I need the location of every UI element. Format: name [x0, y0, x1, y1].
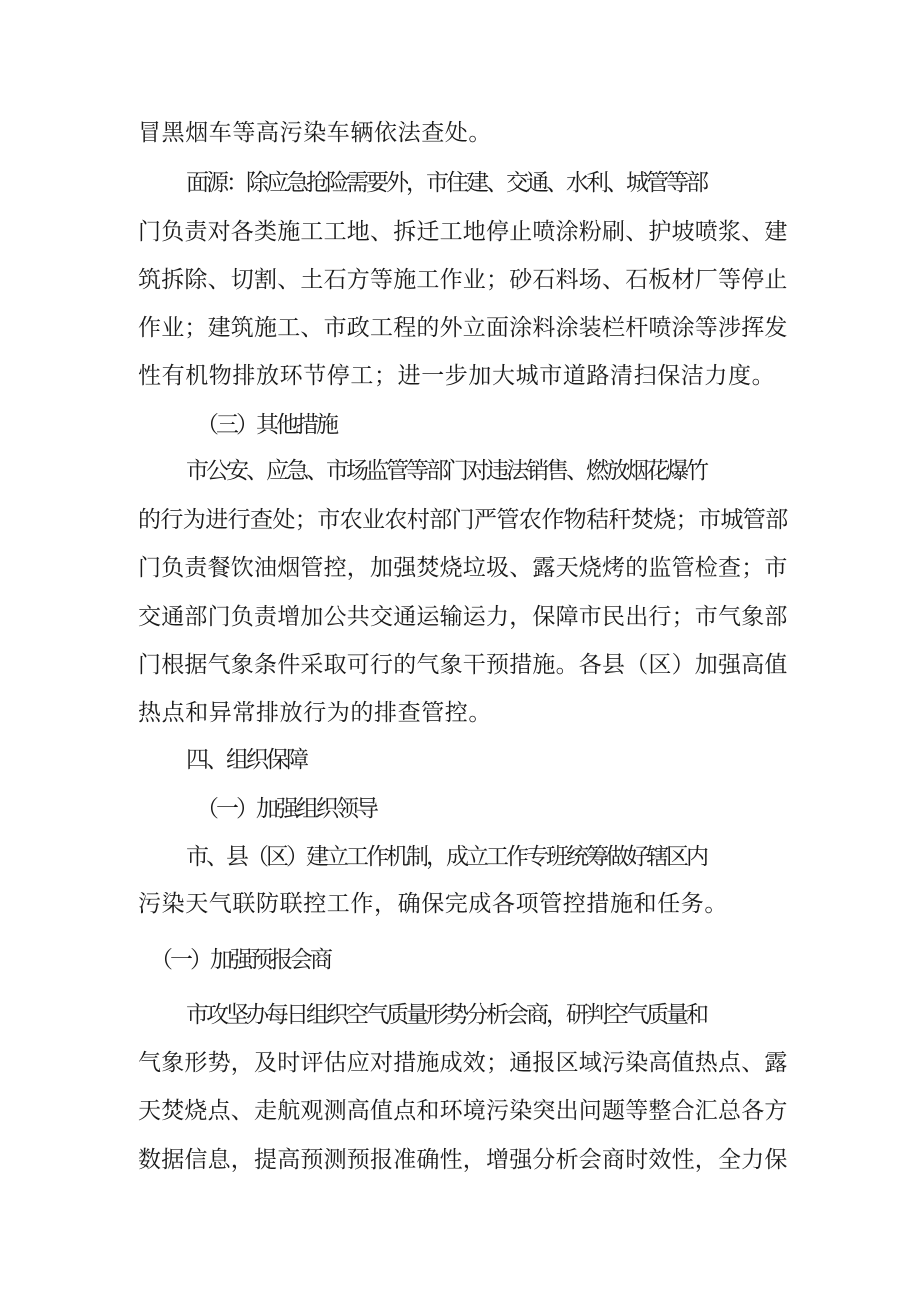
paragraph-line: 面源：除应急抢险需要外，市住建、交通、水利、城管等部	[186, 170, 706, 196]
text-line: 冒黑烟车等高污染车辆依法查处。	[138, 120, 492, 146]
text-line: 性有机物排放环节停工；进一步加大城市道路清扫保洁力度。	[138, 363, 776, 389]
text-line: 门负责对各类施工工地、拆迁工地停止喷涂粉刷、护坡喷浆、建	[138, 219, 788, 245]
section-heading: （一）加强组织领导	[196, 796, 376, 822]
paragraph-line: 市、县（区）建立工作机制，成立工作专班统筹做好辖区内	[186, 844, 706, 870]
section-heading: （一）加强预报会商	[150, 947, 330, 973]
section-heading: （三）其他措施	[196, 412, 336, 438]
text-line: 的行为进行查处；市农业农村部门严管农作物秸秆焚烧；市城管部	[138, 507, 788, 533]
text-line: 数据信息，提高预测预报准确性，增强分析会商时效性，全力保	[138, 1147, 788, 1173]
text-line: 天焚烧点、走航观测高值点和环境污染突出问题等整合汇总各方	[138, 1098, 788, 1124]
text-line: 门负责餐饮油烟管控，加强焚烧垃圾、露天烧烤的监管检查；市	[138, 555, 788, 581]
text-line: 气象形势，及时评估应对措施成效；通报区域污染高值热点、露	[138, 1050, 788, 1076]
paragraph-line: 市公安、应急、市场监管等部门对违法销售、燃放烟花爆竹	[186, 458, 706, 484]
text-line: 作业；建筑施工、市政工程的外立面涂料涂装栏杆喷涂等涉挥发	[138, 315, 788, 341]
text-line: 热点和异常排放行为的排查管控。	[138, 700, 492, 726]
text-line: 交通部门负责增加公共交通运输运力，保障市民出行；市气象部	[138, 604, 788, 630]
chapter-heading: 四、组织保障	[186, 747, 306, 773]
text-line: 筑拆除、切割、土石方等施工作业；砂石料场、石板材厂等停止	[138, 267, 788, 293]
text-line: 门根据气象条件采取可行的气象干预措施。各县（区）加强高值	[138, 652, 788, 678]
text-line: 污染天气联防联控工作，确保完成各项管控措施和任务。	[138, 891, 728, 917]
paragraph-line: 市攻坚办每日组织空气质量形势分析会商，研判空气质量和	[186, 1002, 706, 1028]
